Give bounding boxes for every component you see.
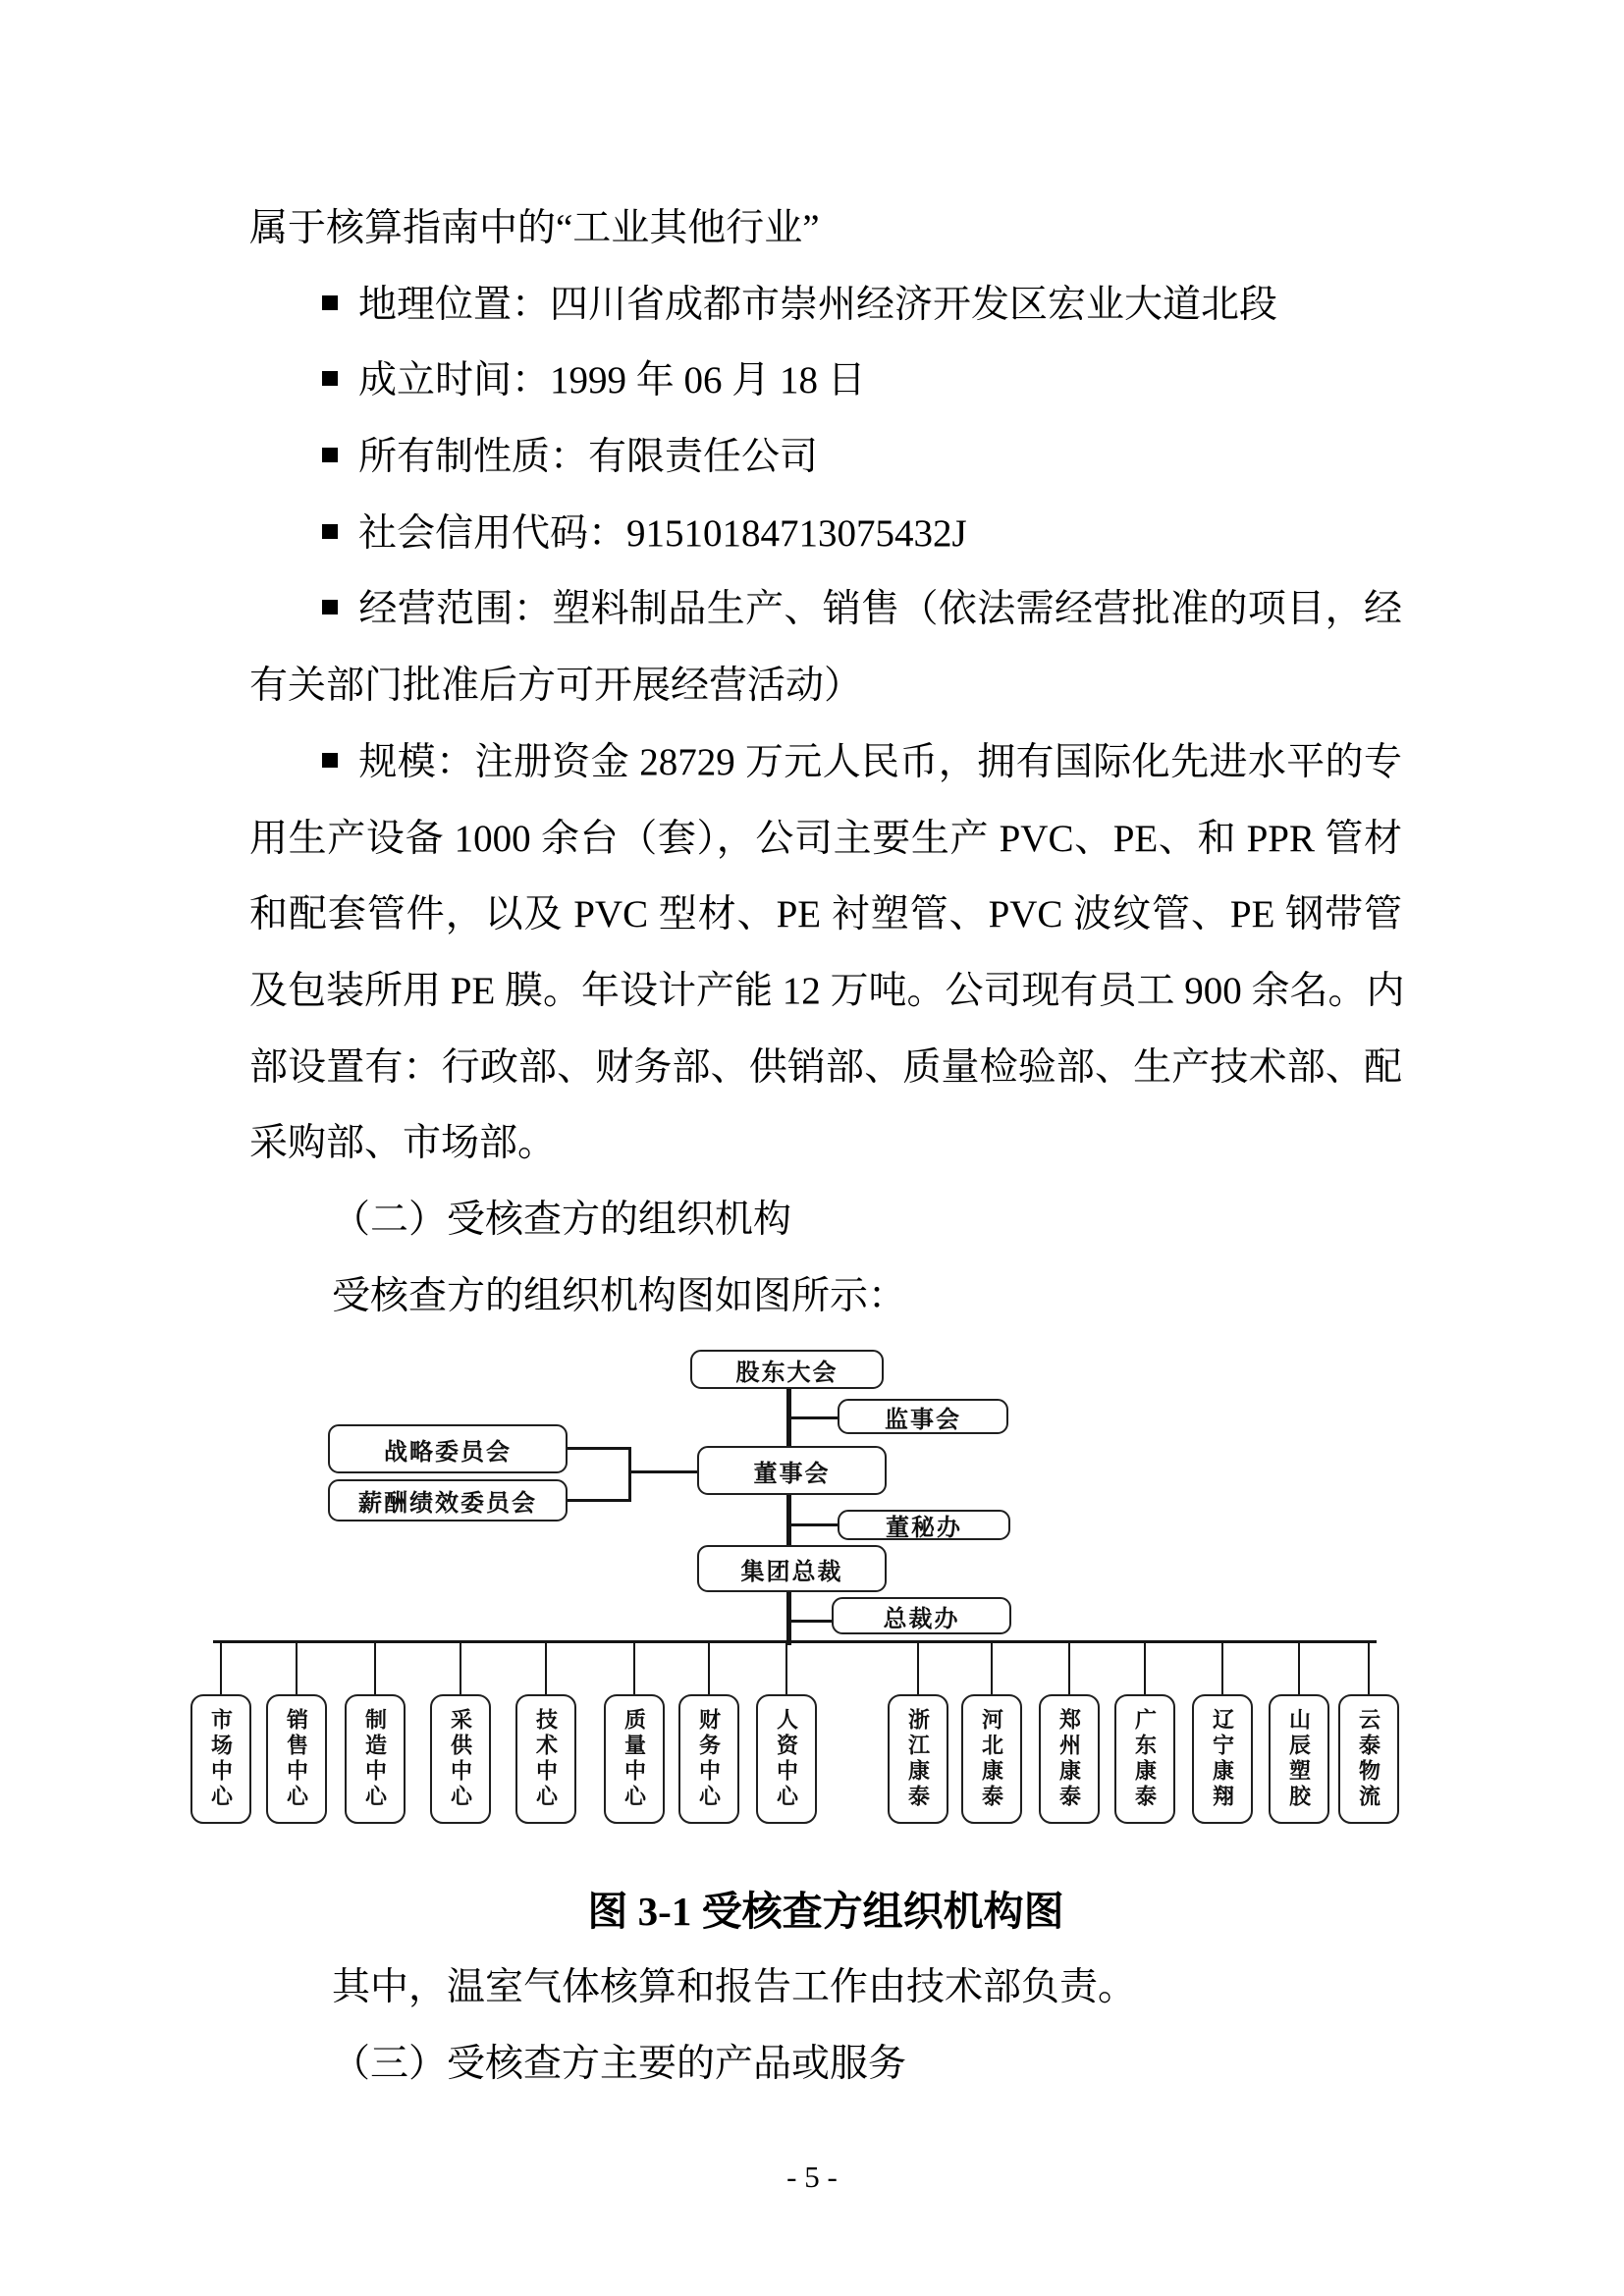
connector-line (791, 1416, 838, 1419)
connector-line (1368, 1643, 1370, 1695)
connector-line (786, 1388, 791, 1645)
text-line: （三）受核查方主要的产品或服务 (332, 2042, 907, 2085)
org-node-department: 人资中心 (756, 1694, 817, 1824)
connector-line (568, 1447, 630, 1450)
org-node-department: 制造中心 (345, 1694, 406, 1824)
connector-line (633, 1643, 635, 1695)
connector-line (991, 1643, 993, 1695)
org-node-president-office: 总裁办 (832, 1597, 1011, 1634)
connector-line (628, 1447, 631, 1502)
text-line: 有关部门批准后方可开展经营活动） (249, 665, 863, 708)
text-line: 采购部、市场部。 (249, 1122, 557, 1165)
org-node-department: 辽宁康翔 (1192, 1694, 1253, 1824)
text-line: 受核查方的组织机构图如图所示： (332, 1274, 907, 1317)
org-node-shareholders: 股东大会 (690, 1350, 884, 1389)
text-line: 社会信用代码：91510184713075432J (358, 511, 967, 555)
text-line: 及包装所用 PE 膜。年设计产能 12 万吨。公司现有员工 900 余名。内 (249, 969, 1405, 1012)
org-node-board: 董事会 (697, 1446, 887, 1495)
org-node-supervisory: 监事会 (838, 1399, 1008, 1434)
connector-line (220, 1643, 222, 1695)
org-node-department: 郑州康泰 (1039, 1694, 1100, 1824)
text-line: 属于核算指南中的“工业其他行业” (249, 207, 820, 249)
org-node-board-office: 董秘办 (838, 1510, 1010, 1540)
connector-line (785, 1643, 787, 1695)
connector-line (460, 1643, 461, 1695)
org-node-department: 浙江康泰 (888, 1694, 948, 1824)
connector-line (213, 1640, 1377, 1643)
connector-line (374, 1643, 376, 1695)
post-paragraphs (249, 1949, 1402, 2102)
connector-line (708, 1643, 710, 1695)
text-line: （二）受核查方的组织机构 (332, 1198, 792, 1241)
org-node-department: 采供中心 (430, 1694, 491, 1824)
connector-line (917, 1643, 919, 1695)
org-node-president: 集团总裁 (697, 1545, 887, 1592)
org-node-department: 云泰物流 (1338, 1694, 1399, 1824)
text-line: 和配套管件，以及 PVC 型材、PE 衬塑管、PVC 波纹管、PE 钢带管 (249, 893, 1402, 936)
org-node-department: 市场中心 (190, 1694, 251, 1824)
text-line: 规模：注册资金 28729 万元人民币，拥有国际化先进水平的专 (358, 740, 1402, 783)
connector-line (1221, 1643, 1223, 1695)
org-node-department: 技术中心 (515, 1694, 576, 1824)
connector-line (628, 1470, 697, 1473)
connector-line (1068, 1643, 1070, 1695)
org-node-department: 销售中心 (266, 1694, 327, 1824)
figure-caption: 图 3-1 受核查方组织机构图 (587, 1889, 1064, 1934)
connector-line (1298, 1643, 1300, 1695)
text-line: 用生产设备 1000 余台（套），公司主要生产 PVC、PE、和 PPR 管材 (249, 817, 1402, 860)
connector-line (791, 1620, 832, 1623)
text-line: 所有制性质：有限责任公司 (358, 436, 819, 479)
text-line: 其中，温室气体核算和报告工作由技术部负责。 (332, 1966, 1137, 2008)
text-line: 部设置有：行政部、财务部、供销部、质量检验部、生产技术部、配 (249, 1045, 1402, 1089)
connector-line (296, 1643, 298, 1695)
page-number: - 5 - (786, 2160, 838, 2194)
text-line: 经营范围：塑料制品生产、销售（依法需经营批准的项目，经 (358, 588, 1402, 631)
connector-line (1144, 1643, 1146, 1695)
connector-line (791, 1523, 838, 1526)
org-node-department: 质量中心 (604, 1694, 665, 1824)
org-node-department: 广东康泰 (1114, 1694, 1175, 1824)
connector-line (568, 1499, 630, 1502)
org-node-department: 河北康泰 (961, 1694, 1022, 1824)
org-node-strategy: 战略委员会 (328, 1424, 568, 1473)
text-line: 地理位置：四川省成都市崇州经济开发区宏业大道北段 (358, 283, 1278, 326)
org-node-department: 财务中心 (678, 1694, 739, 1824)
org-node-department: 山辰塑胶 (1269, 1694, 1329, 1824)
connector-line (545, 1643, 547, 1695)
org-node-compensation: 薪酬绩效委员会 (328, 1479, 568, 1522)
text-line: 成立时间：1999 年 06 月 18 日 (358, 359, 866, 402)
